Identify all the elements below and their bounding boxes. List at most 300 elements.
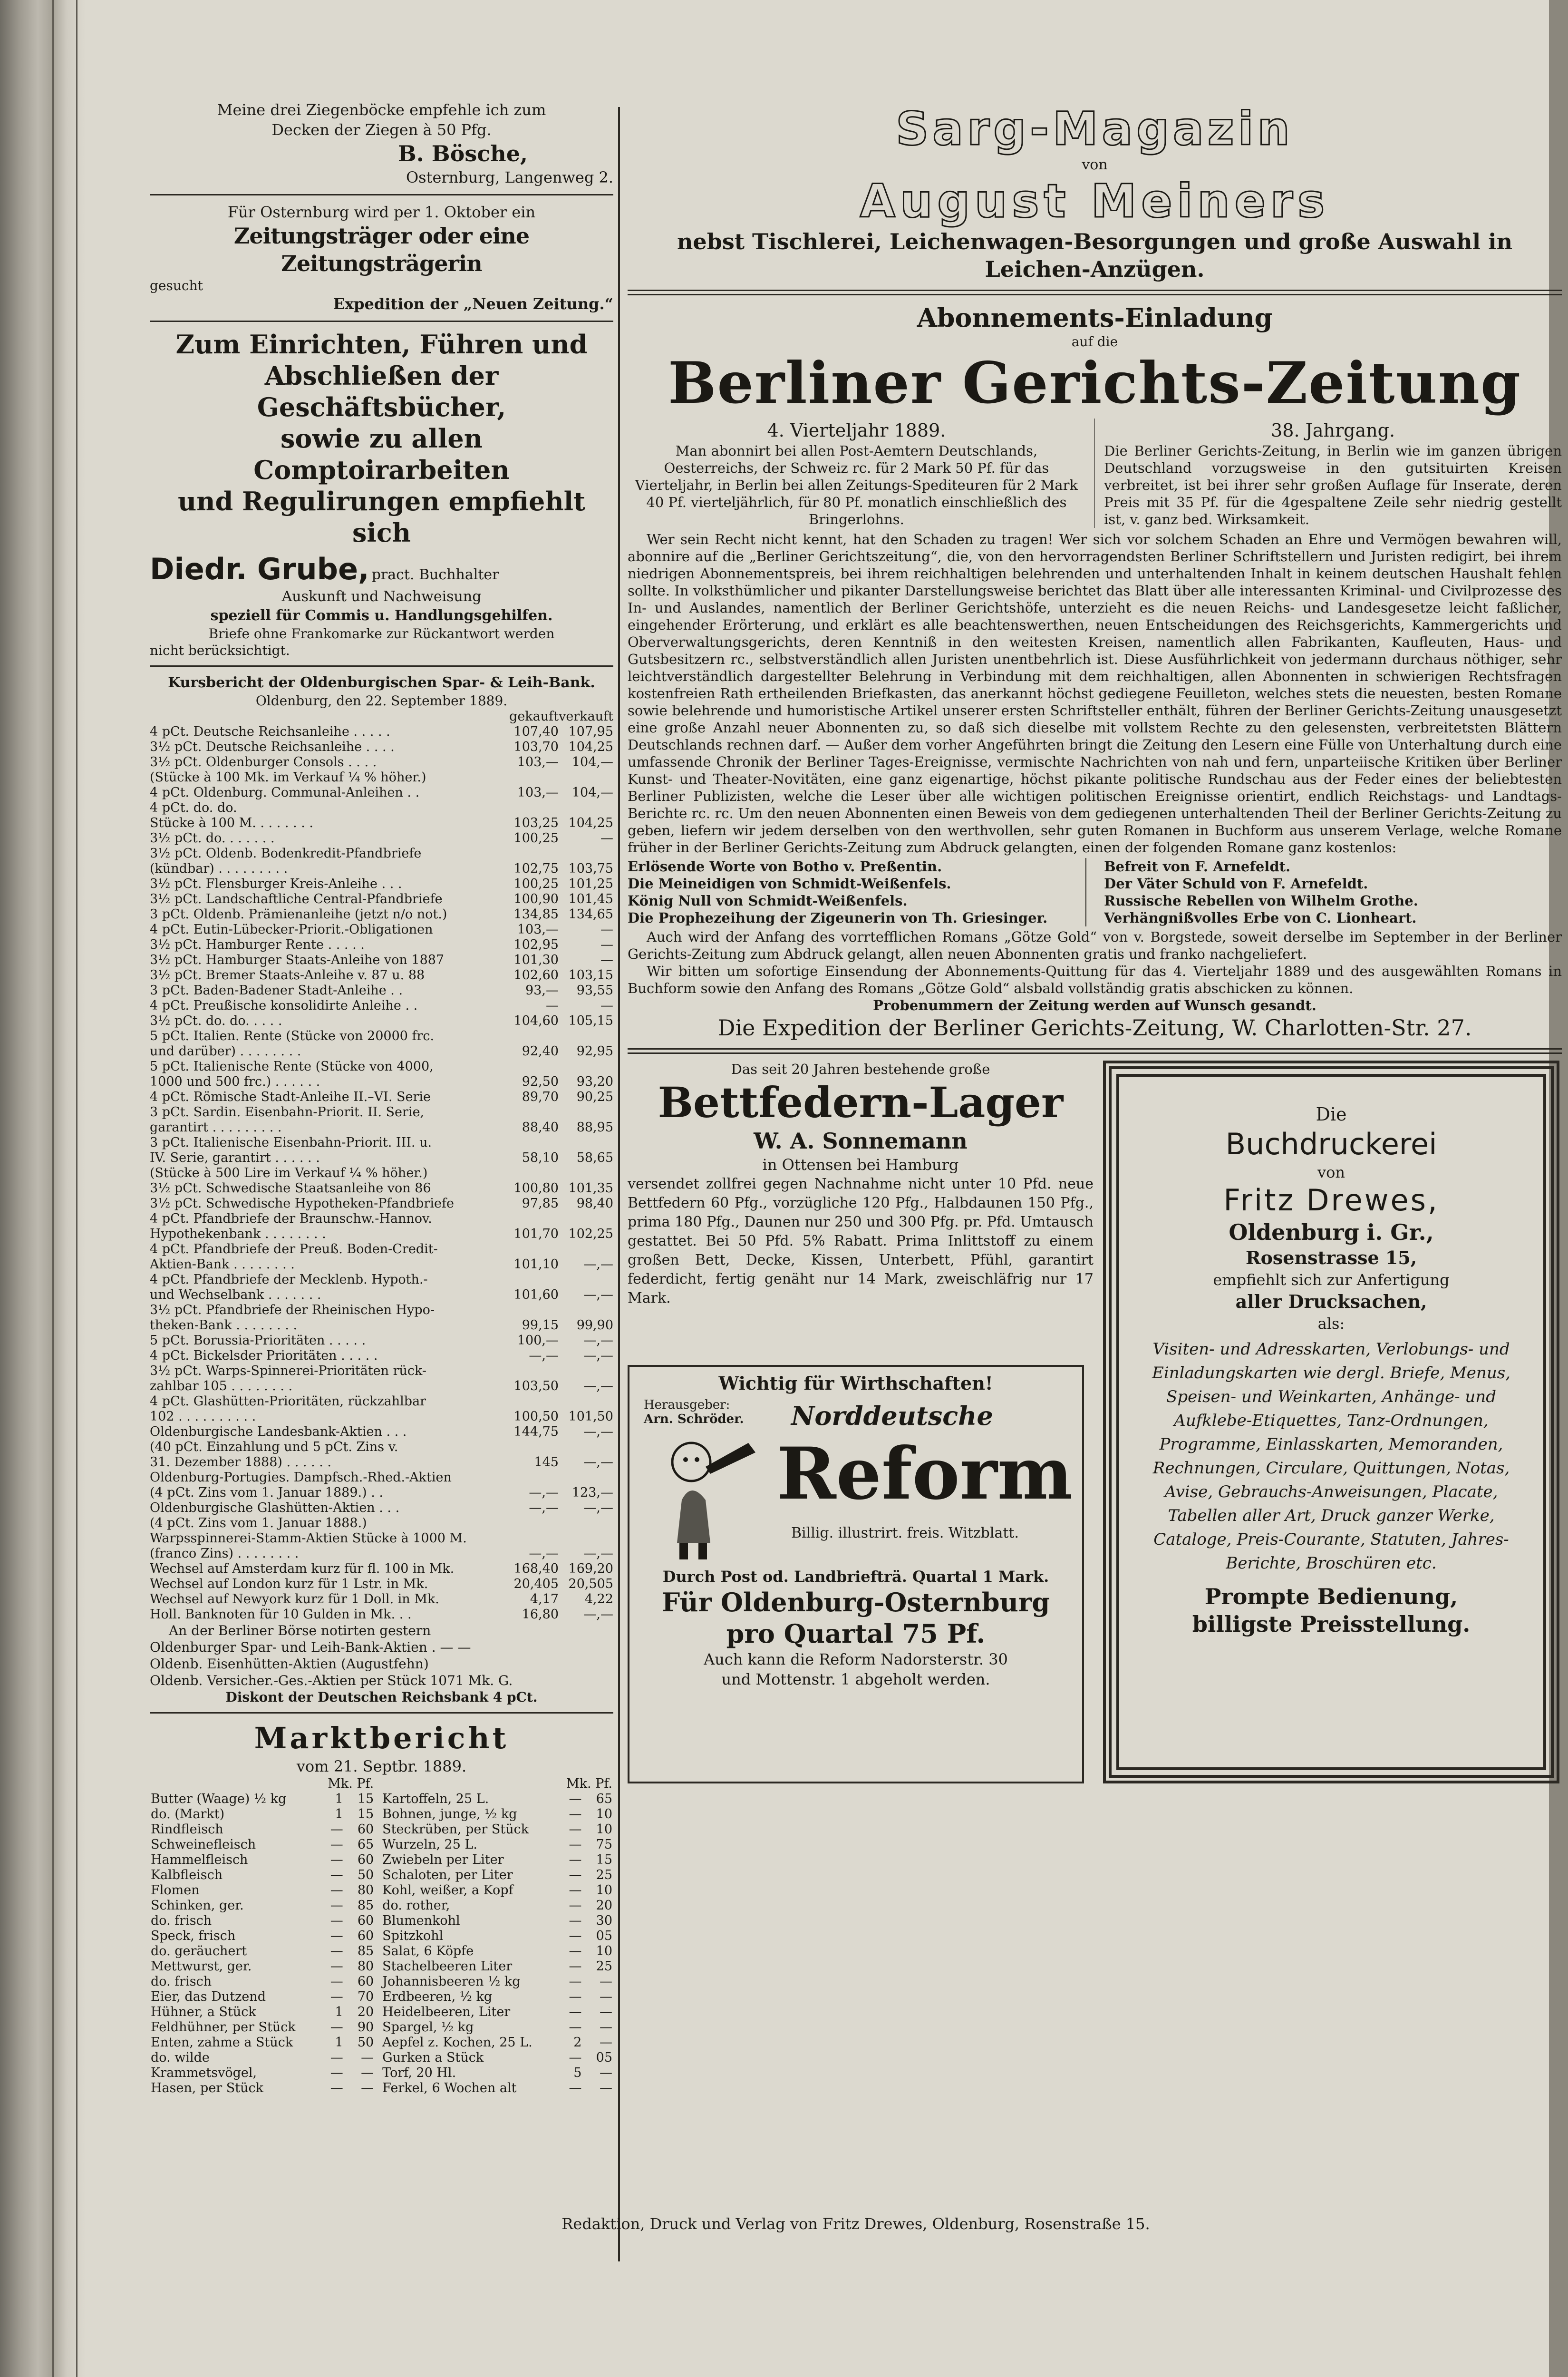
ad-zeitung-headline: Zeitungsträger oder eine Zeitungsträgerin <box>233 223 530 276</box>
reform-top: Wichtig für Wirthschaften! <box>718 1373 993 1394</box>
markt-mk-right: — <box>569 1883 582 1898</box>
kurs-row <box>150 1227 613 1242</box>
trumpet-boy-illustration <box>653 1433 763 1562</box>
kurs-row <box>150 1409 613 1424</box>
kurs-row-gekauft: 103,— <box>517 922 559 937</box>
markt-row <box>150 1883 613 1898</box>
ad-ziegen-name: B. Bösche, <box>397 141 528 166</box>
kurs-row-gekauft: 102,75 <box>513 861 559 876</box>
bgz-novels-left <box>628 858 1086 926</box>
ad-ziegen <box>150 100 613 187</box>
kurs-row-label: 3½ pCt. Pfandbriefe der Rheinischen Hypo- <box>150 1303 435 1317</box>
kurs-row-verkauft: 90,25 <box>576 1090 613 1104</box>
kurs-row-label: Oldenburgische Landesbank-Aktien . . . <box>150 1424 407 1439</box>
kurs-row-gekauft: — <box>546 998 559 1013</box>
kurs-footer-1: An der Berliner Börse notirten gestern <box>169 1623 431 1638</box>
kurs-row <box>150 1470 613 1485</box>
bgz-paragraph-3: Wir bitten um sofortige Einsendung der Abonnements-Quittung für das 4. Vierteljahr 1889 und des ausgewählten Romans in Buchform sowie den Anfang des Romans „Götze Gold“ alsbald vollständig gratis abschicken zu können. <box>628 963 1562 996</box>
kurs-row-label: Holl. Banknoten für 10 Gulden in Mk. . . <box>150 1607 412 1622</box>
markt-mk-left: 1 <box>335 2035 343 2050</box>
kurs-row-verkauft: 105,15 <box>568 1013 613 1028</box>
kurs-row <box>150 1029 613 1044</box>
kurs-row-label: (kündbar) . . . . . . . . . <box>150 861 288 876</box>
kurs-row-gekauft: 100,80 <box>513 1181 559 1196</box>
kurs-row-verkauft: —,— <box>583 1379 613 1393</box>
kurs-row-gekauft <box>504 1440 559 1455</box>
kurs-row <box>150 1150 613 1166</box>
kurs-row-gekauft: 107,40 <box>513 724 559 739</box>
kurs-row-gekauft: 88,40 <box>522 1120 559 1135</box>
ad-zeitung-gesucht: gesucht <box>150 278 203 293</box>
druck-ort: Oldenburg i. Gr., <box>1229 1219 1434 1245</box>
kurs-row-verkauft: 103,15 <box>568 968 613 983</box>
markt-mk-right: — <box>569 1929 582 1943</box>
markt-pf-right: 10 <box>596 1807 612 1822</box>
kurs-row-label: Warpsspinnerei-Stamm-Aktien Stücke à 1000 M. <box>150 1531 467 1546</box>
kurs-row-label: 4 pCt. Römische Stadt-Anleihe II.–VI. Serie <box>150 1090 431 1104</box>
kurs-row-verkauft: 134,65 <box>568 907 613 922</box>
markt-pf-left: 65 <box>357 1837 374 1852</box>
markt-mk-left: — <box>330 1822 343 1837</box>
markt-item-left: Mettwurst, ger. <box>151 1959 252 1974</box>
markt-mk-right: — <box>569 1852 582 1867</box>
markt-mk-left: — <box>330 2065 343 2080</box>
markt-pf-left: 60 <box>357 1913 374 1928</box>
markt-pf-right: — <box>600 1989 612 2004</box>
kurs-row-gekauft: 168,40 <box>513 1561 559 1576</box>
reform-post: Durch Post od. Landbriefträ. Quartal 1 Mark. <box>662 1568 1049 1586</box>
right-column <box>628 102 1562 2261</box>
markt-mk-left: — <box>330 2081 343 2095</box>
sarg-von: von <box>1082 156 1108 173</box>
kurs-row-gekauft: 103,— <box>517 785 559 800</box>
kurs-row <box>150 953 613 968</box>
markt-pf-left: 50 <box>357 1868 374 1882</box>
markt-mk-right: — <box>569 1944 582 1958</box>
kurs-row-gekauft <box>504 1211 559 1227</box>
kurs-row <box>150 1196 613 1211</box>
kurs-row-verkauft: —,— <box>583 1424 613 1439</box>
markt-row <box>150 2050 613 2065</box>
book-binding <box>0 0 86 2377</box>
markt-item-right: Torf, 20 Hl. <box>382 2065 456 2080</box>
kurs-row <box>150 831 613 846</box>
kurs-row <box>150 1348 613 1364</box>
kurs-row-verkauft: 123,— <box>571 1485 613 1500</box>
kurs-row-label: 3 pCt. Sardin. Eisenbahn-Priorit. II. Serie, <box>150 1105 425 1120</box>
kurs-row <box>150 770 613 785</box>
bgz-head: Abonnements-Einladung <box>917 302 1273 333</box>
markt-pf-left: 60 <box>357 1822 374 1837</box>
kurs-row-label: 4 pCt. Oldenburg. Communal-Anleihen . . <box>150 785 420 800</box>
markt-row <box>150 1868 613 1883</box>
kurs-row-gekauft: 92,50 <box>522 1074 559 1089</box>
markt-item-left: Krammetsvögel, <box>151 2065 257 2080</box>
markt-pf-right: — <box>600 1974 612 1989</box>
druck-aller: aller Drucksachen, <box>1235 1291 1427 1312</box>
left-column <box>150 100 613 2259</box>
reform-herausgeber-name: Arn. Schröder. <box>644 1412 744 1426</box>
kurs-row-label: (Stücke à 100 Mk. im Verkauf ¼ % höher.) <box>150 770 426 785</box>
kurs-row-gekauft <box>504 1105 559 1120</box>
markt-mk-right: 5 <box>573 2065 582 2080</box>
kurs-row-label: 3½ pCt. Warps-Spinnerei-Prioritäten rück- <box>150 1364 427 1378</box>
kurs-row-label: (franco Zins) . . . . . . . . <box>150 1546 299 1561</box>
markt-item-left: Hasen, per Stück <box>151 2081 264 2095</box>
ad-grube-line1: Auskunft und Nachweisung <box>281 588 482 605</box>
markt-pf-left: 20 <box>357 2005 374 2019</box>
markt-item-right: Aepfel z. Kochen, 25 L. <box>382 2035 532 2050</box>
markt-pf-right: 10 <box>596 1944 612 1958</box>
kurs-row-verkauft: — <box>600 831 613 846</box>
kurs-row-label: Oldenburgische Glashütten-Aktien . . . <box>150 1500 400 1515</box>
kurs-row-label: 3½ pCt. Hamburger Staats-Anleihe von 1887 <box>150 953 445 967</box>
kurs-row-verkauft: —,— <box>583 1455 613 1470</box>
markt-mk-left: 1 <box>335 1792 343 1806</box>
kurs-row-gekauft: 4,17 <box>530 1592 559 1607</box>
druck-von: von <box>1317 1163 1345 1181</box>
ad-bettfedern <box>628 1061 1094 1308</box>
kurs-row-gekauft <box>504 1531 559 1546</box>
kurs-row <box>150 1364 613 1379</box>
ad-ziegen-address: Osternburg, Langenweg 2. <box>406 168 613 186</box>
kurs-row-gekauft: 99,15 <box>522 1318 559 1333</box>
markt-item-left: do. geräuchert <box>151 1944 247 1958</box>
kursbericht <box>150 673 613 1705</box>
kurs-row-label: 3½ pCt. Deutsche Reichsanleihe . . . . <box>150 740 395 754</box>
reform-title: Reform <box>777 1432 1073 1516</box>
markt-mk-right: — <box>569 1989 582 2004</box>
kurs-row-verkauft: 104,— <box>571 755 613 770</box>
kurs-row-verkauft: 93,55 <box>576 983 613 998</box>
markt-mk-left: — <box>330 1989 343 2004</box>
markt-pf-left: 85 <box>357 1944 374 1958</box>
markt-pf-left: 80 <box>357 1959 374 1974</box>
markt-mk-right: — <box>569 1959 582 1974</box>
bgz-quarter: 4. Vierteljahr 1889. <box>767 420 946 441</box>
kurs-row-gekauft: 103,50 <box>513 1379 559 1393</box>
kurs-row-verkauft: 20,505 <box>568 1577 613 1591</box>
kurs-row <box>150 861 613 877</box>
kurs-row-label: 4 pCt. Eutin-Lübecker-Priorit.-Obligationen <box>150 922 433 937</box>
reform-line2: und Mottenstr. 1 abgeholt werden. <box>721 1670 990 1688</box>
markt-row <box>150 1852 613 1868</box>
sarg-name: August Meiners <box>860 175 1330 228</box>
kurs-row-verkauft <box>559 1516 613 1531</box>
markt-row <box>150 1837 613 1852</box>
kurs-row-gekauft: 102,60 <box>513 968 559 983</box>
druck-als: als: <box>1317 1315 1345 1333</box>
kurs-row-gekauft: 101,70 <box>513 1227 559 1241</box>
markt-item-right: Spitzkohl <box>382 1929 444 1943</box>
markt-item-right: Ferkel, 6 Wochen alt <box>382 2081 517 2095</box>
kurs-row-verkauft: —,— <box>583 1333 613 1348</box>
markt-item-left: Flomen <box>151 1883 200 1898</box>
markt-item-right: Bohnen, junge, ½ kg <box>382 1807 517 1822</box>
markt-item-left: Hühner, a Stück <box>151 2005 256 2019</box>
kursbericht-title: Kursbericht der Oldenburgischen Spar- & Leih-Bank. <box>168 674 595 691</box>
markt-mk-right: — <box>569 1974 582 1989</box>
markt-mk-left: — <box>330 1974 343 1989</box>
ad-grube-name: Diedr. Grube, <box>150 552 369 586</box>
markt-item-right: Erdbeeren, ½ kg <box>382 1989 493 2004</box>
kurs-row <box>150 755 613 770</box>
kurs-row-gekauft: —,— <box>529 1546 559 1561</box>
kurs-row-verkauft <box>559 846 613 861</box>
kurs-row-verkauft: —,— <box>583 1257 613 1272</box>
reform-pro-quartal: pro Quartal 75 Pf. <box>726 1618 986 1649</box>
kurs-row-verkauft: 101,25 <box>568 877 613 891</box>
markt-mk-right: — <box>569 1913 582 1928</box>
kurs-row <box>150 1592 613 1607</box>
markt-pf-left: — <box>361 2065 374 2080</box>
markt-item-right: do. rother, <box>382 1898 450 1913</box>
kurs-row <box>150 1166 613 1181</box>
markt-pf-left: 70 <box>357 1989 374 2004</box>
kurs-row <box>150 1272 613 1287</box>
kurs-row-label: (4 pCt. Zins vom 1. Januar 1889.) . . <box>150 1485 383 1500</box>
bgz-novel: Befreit von F. Arnefeldt. <box>1104 858 1291 875</box>
kurs-row <box>150 1013 613 1029</box>
kurs-row-gekauft: 89,70 <box>522 1090 559 1104</box>
kurs-row-verkauft <box>559 1364 613 1379</box>
kurs-row-label: garantirt . . . . . . . . . <box>150 1120 282 1135</box>
kurs-row <box>150 1394 613 1409</box>
markt-item-right: Steckrüben, per Stück <box>382 1822 529 1837</box>
markt-mk-right: — <box>569 1807 582 1822</box>
markt-row <box>150 1898 613 1913</box>
kurs-row-label: 5 pCt. Borussia-Prioritäten . . . . . <box>150 1333 366 1348</box>
markt-item-left: Speck, frisch <box>151 1929 236 1943</box>
kurs-row-gekauft <box>504 1516 559 1531</box>
markt-mk-left: — <box>330 1837 343 1852</box>
kurs-row-label: Stücke à 100 M. . . . . . . . <box>150 816 313 830</box>
sarg-description: nebst Tischlerei, Leichenwagen-Besorgungen und große Auswahl in Leichen-Anzügen. <box>677 229 1513 282</box>
kurs-row <box>150 998 613 1013</box>
reform-herausgeber: Herausgeber: <box>644 1398 730 1412</box>
kurs-row-label: 3½ pCt. Hamburger Rente . . . . . <box>150 937 365 952</box>
kurs-row <box>150 1440 613 1455</box>
kurs-row <box>150 1318 613 1333</box>
kurs-row-label: 3½ pCt. Oldenb. Bodenkredit-Pfandbriefe <box>150 846 422 861</box>
markt-item-right: Salat, 6 Köpfe <box>382 1944 474 1958</box>
kurs-row-gekauft <box>504 1135 559 1150</box>
kurs-row-verkauft: —,— <box>583 1546 613 1561</box>
kurs-row-verkauft: 102,25 <box>568 1227 613 1241</box>
kurs-row <box>150 1181 613 1196</box>
kurs-row-verkauft <box>559 800 613 816</box>
kurs-row <box>150 892 613 907</box>
kurs-row <box>150 724 613 740</box>
kurs-row-label: (40 pCt. Einzahlung und 5 pCt. Zins v. <box>150 1440 398 1454</box>
ad-zeitung-expedition: Expedition der „Neuen Zeitung.“ <box>333 295 613 313</box>
kurs-row <box>150 983 613 998</box>
kurs-row-label: 31. Dezember 1888) . . . . . . <box>150 1455 331 1470</box>
markt-item-right: Schaloten, per Liter <box>382 1868 513 1882</box>
kurs-row-gekauft <box>504 1059 559 1074</box>
markt-mk-left: — <box>330 1868 343 1882</box>
kurs-row-verkauft: —,— <box>583 1607 613 1622</box>
kurs-row-gekauft <box>504 846 559 861</box>
markt-mk-right: — <box>569 2050 582 2065</box>
kurs-row-verkauft <box>559 1440 613 1455</box>
markt-mk-left: — <box>330 2020 343 2035</box>
markt-item-left: do. frisch <box>151 1974 212 1989</box>
markt-item-right: Gurken a Stück <box>382 2050 484 2065</box>
kurs-row <box>150 800 613 816</box>
ad-grube-line3: Briefe ohne Frankomarke zur Rückantwort werden <box>208 626 555 642</box>
kurs-row <box>150 1044 613 1059</box>
kurs-row <box>150 1257 613 1272</box>
ad-zeitungstraeger <box>150 202 613 314</box>
kurs-row-label: 5 pCt. Italien. Rente (Stücke von 20000 frc. <box>150 1029 435 1043</box>
bett-ort: in Ottensen bei Hamburg <box>762 1156 959 1174</box>
kurs-row-gekauft: 145 <box>534 1455 559 1470</box>
kurs-row-verkauft <box>559 1242 613 1257</box>
kurs-row-verkauft <box>559 1135 613 1150</box>
kurs-row-label: 4 pCt. do. do. <box>150 800 237 815</box>
markt-pf-left: 60 <box>357 1852 374 1867</box>
markt-mk-left: — <box>330 1898 343 1913</box>
markt-mk-left: — <box>330 1929 343 1943</box>
markt-row <box>150 1974 613 1989</box>
bgz-novel: König Null von Schmidt-Weißenfels. <box>628 893 908 909</box>
markt-pf-right: 10 <box>596 1883 612 1898</box>
markt-row <box>150 1989 613 2005</box>
kurs-row-verkauft <box>559 1105 613 1120</box>
kurs-row-label: 5 pCt. Italienische Rente (Stücke von 4000, <box>150 1059 434 1074</box>
markt-mk-left: 1 <box>335 2005 343 2019</box>
markt-pf-right: 75 <box>596 1837 612 1852</box>
kurs-row-label: 4 pCt. Glashütten-Prioritäten, rückzahlbar <box>150 1394 426 1409</box>
bgz-probe: Probenummern der Zeitung werden auf Wunsch gesandt. <box>873 997 1316 1013</box>
bgz-novel: Verhängnißvolles Erbe von C. Lionheart. <box>1104 910 1417 926</box>
kurs-row-label: 3½ pCt. do. do. . . . . <box>150 1013 282 1028</box>
kurs-row-verkauft: — <box>600 953 613 967</box>
markt-item-right: Blumenkohl <box>382 1913 460 1928</box>
markt-pf-right: — <box>600 2005 612 2019</box>
kurs-row-verkauft <box>559 1166 613 1181</box>
kurs-row <box>150 1485 613 1500</box>
markt-row <box>150 2005 613 2020</box>
reform-line1: Auch kann die Reform Nadorsterstr. 30 <box>704 1650 1008 1668</box>
kurs-row-gekauft: —,— <box>529 1500 559 1515</box>
bgz-novel: Russische Rebellen von Wilhelm Grothe. <box>1104 893 1418 909</box>
druck-title: Buchdruckerei <box>1225 1127 1437 1161</box>
kurs-row <box>150 1211 613 1227</box>
marktbericht-table <box>150 1776 613 2096</box>
kurs-row-verkauft <box>559 1059 613 1074</box>
bgz-novel: Die Prophezeihung der Zigeunerin von Th. Griesinger. <box>628 910 1048 926</box>
markt-item-left: do. frisch <box>151 1913 212 1928</box>
markt-header-right: Mk. Pf. <box>566 1776 612 1791</box>
markt-row <box>150 2020 613 2035</box>
reform-norddeutsche: Norddeutsche <box>791 1401 993 1431</box>
kurs-row-gekauft <box>504 1166 559 1181</box>
kurs-row-gekauft: —,— <box>529 1485 559 1500</box>
kurs-footer-4: Oldenb. Versicher.-Ges.-Aktien per Stück 1071 Mk. G. <box>150 1673 513 1688</box>
bgz-title: Berliner Gerichts-Zeitung <box>668 350 1521 417</box>
ad-grube-headline-1: Zum Einrichten, Führen und <box>175 329 588 360</box>
markt-pf-right: — <box>600 2020 612 2035</box>
markt-pf-left: 15 <box>357 1807 374 1822</box>
kurs-row-label: Oldenburg-Portugies. Dampfsch.-Rhed.-Aktien <box>150 1470 452 1485</box>
markt-item-right: Zwiebeln per Liter <box>382 1852 504 1867</box>
markt-pf-left: 15 <box>357 1792 374 1806</box>
marktbericht-date: vom 21. Septbr. 1889. <box>296 1757 467 1775</box>
kurs-row-verkauft: 101,50 <box>568 1409 613 1424</box>
kurs-row-gekauft: 93,— <box>525 983 559 998</box>
ad-berliner-gerichts-zeitung <box>628 302 1562 1042</box>
kurs-row-gekauft: 101,10 <box>513 1257 559 1272</box>
ad-grube-headline-2: Abschließen der Geschäftsbücher, <box>257 360 506 422</box>
kurs-row <box>150 1303 613 1318</box>
kurs-row-gekauft: 100,25 <box>513 877 559 891</box>
markt-mk-left: 1 <box>335 1807 343 1822</box>
kurs-row <box>150 1577 613 1592</box>
kurs-row <box>150 877 613 892</box>
markt-row <box>150 2065 613 2081</box>
kurs-row <box>150 1455 613 1470</box>
markt-item-right: Spargel, ½ kg <box>382 2020 474 2035</box>
kurs-row-label: 4 pCt. Pfandbriefe der Braunschw.-Hannov. <box>150 1211 432 1226</box>
markt-item-right: Kartoffeln, 25 L. <box>382 1792 489 1806</box>
ad-grube-role: pract. Buchhalter <box>371 566 499 583</box>
markt-item-right: Heidelbeeren, Liter <box>382 2005 511 2019</box>
marktbericht <box>150 1720 613 2096</box>
markt-row <box>150 1792 613 1807</box>
bgz-expedition: Die Expedition der Berliner Gerichts-Zeitung, W. Charlotten-Str. 27. <box>717 1015 1472 1041</box>
kurs-row-gekauft <box>504 1272 559 1287</box>
markt-pf-right: 10 <box>596 1822 612 1837</box>
markt-header-left: Mk. Pf. <box>328 1776 374 1791</box>
kurs-row-label: Wechsel auf Amsterdam kurz für fl. 100 in Mk. <box>150 1561 455 1576</box>
ad-buchdruckerei <box>1103 1061 1559 1783</box>
ad-sarg-magazin <box>628 102 1562 283</box>
bgz-jahrgang: 38. Jahrgang. <box>1271 420 1395 441</box>
kurs-row-verkauft: — <box>600 922 613 937</box>
bgz-paragraph-2: Auch wird der Anfang des vorrtefflichen Romans „Götze Gold“ von v. Borgstede, soweit derselbe im September in der Berliner Gerichts-Zeitung zum Abdruck gelangt, allen neuen Abonnenten gratis und franko nachgeliefert. <box>628 929 1562 962</box>
kurs-row-label: 3½ pCt. Landschaftliche Central-Pfandbriefe <box>150 892 443 906</box>
markt-pf-right: 05 <box>596 2050 612 2065</box>
kurs-row-verkauft: 104,25 <box>568 816 613 830</box>
markt-item-left: Schinken, ger. <box>151 1898 244 1913</box>
kurs-row-gekauft: 100,— <box>517 1333 559 1348</box>
kurs-row-label: 4 pCt. Pfandbriefe der Preuß. Boden-Credit- <box>150 1242 438 1257</box>
kurs-row-verkauft: 101,35 <box>568 1181 613 1196</box>
kurs-row-label: 3 pCt. Baden-Badener Stadt-Anleihe . . <box>150 983 403 998</box>
bgz-novel: Erlösende Worte von Botho v. Preßentin. <box>628 858 942 875</box>
markt-pf-right: 25 <box>596 1868 612 1882</box>
markt-pf-right: — <box>600 2065 612 2080</box>
kurs-row-label: 4 pCt. Deutsche Reichsanleihe . . . . . <box>150 724 390 739</box>
kurs-row <box>150 1090 613 1105</box>
kurs-row-verkauft: —,— <box>583 1348 613 1363</box>
kurs-row-label: Wechsel auf London kurz für 1 Lstr. in Mk. <box>150 1577 428 1591</box>
kurs-row <box>150 1379 613 1394</box>
kurs-row <box>150 1546 613 1561</box>
kurs-row-gekauft <box>504 1242 559 1257</box>
markt-pf-left: 80 <box>357 1883 374 1898</box>
markt-pf-right: 05 <box>596 1929 612 1943</box>
markt-item-left: Butter (Waage) ½ kg <box>151 1792 287 1806</box>
kurs-row-gekauft: 100,90 <box>513 892 559 906</box>
kurs-row-gekauft: 144,75 <box>513 1424 559 1439</box>
kurs-row <box>150 1531 613 1546</box>
kurs-row-verkauft: —,— <box>583 1287 613 1302</box>
kurs-row-label: 3½ pCt. Schwedische Staatsanleihe von 86 <box>150 1181 431 1196</box>
kurs-row <box>150 1333 613 1348</box>
